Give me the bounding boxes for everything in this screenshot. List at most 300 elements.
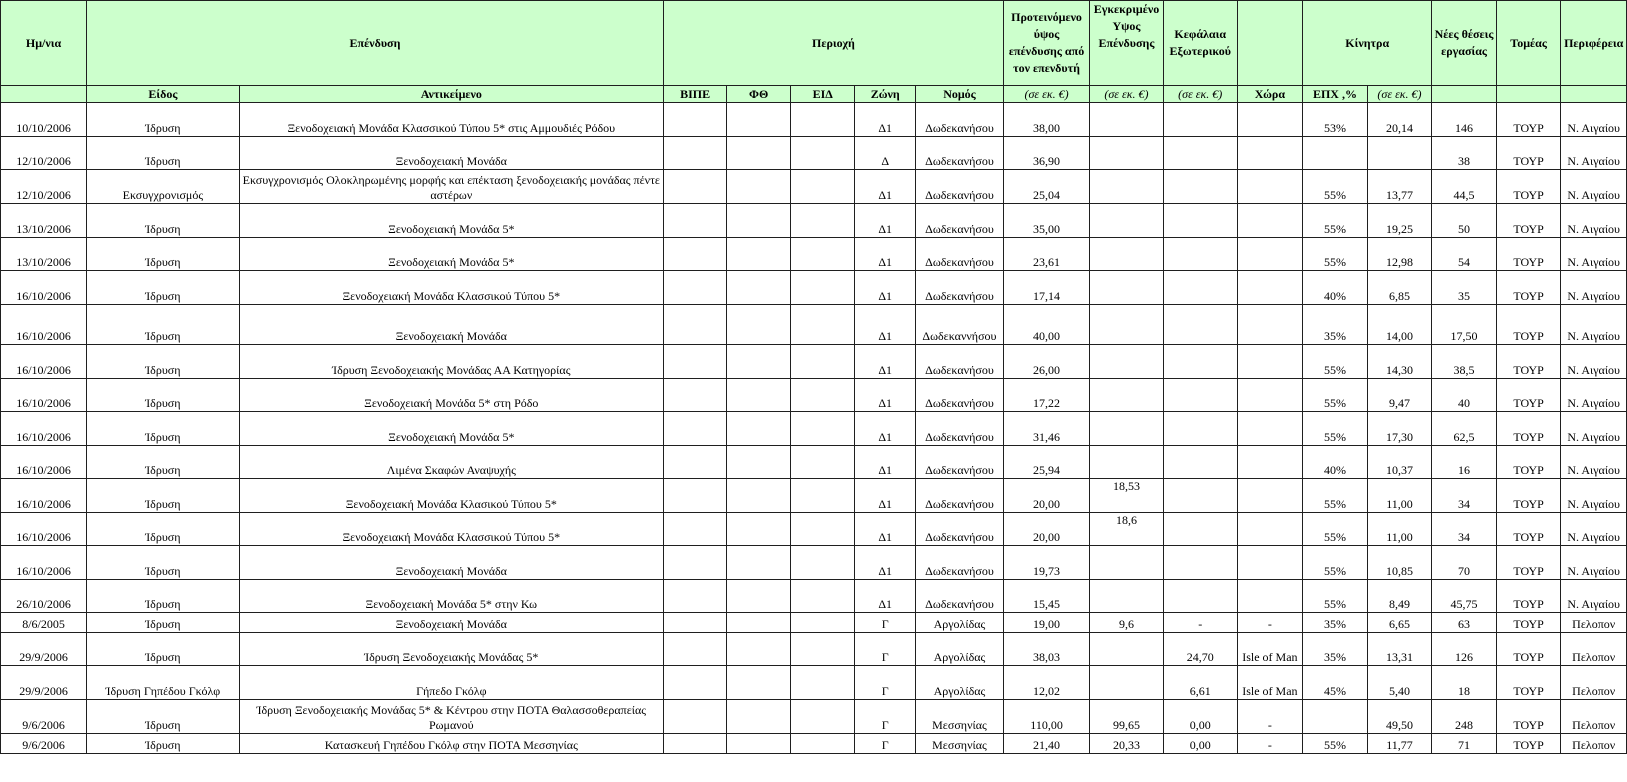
cell-sector: ΤΟΥΡ [1496,204,1561,238]
cell-fth [727,580,791,613]
table-row [1,170,1627,204]
cell-incentive: 14,00 [1367,305,1432,345]
cell-eid [790,238,855,271]
header-sector: Τομέας [1496,1,1561,86]
cell-incentive: 14,30 [1367,345,1432,379]
cell-approved [1090,580,1164,613]
cell-proposed: 12,02 [1004,666,1090,700]
cell-fth [727,305,791,345]
cell-prefecture: Δωδεκανήσου [915,379,1003,412]
cell-date: 16/10/2006 [1,513,87,546]
cell-jobs: 248 [1432,700,1497,734]
header-approved: Εγκεκριμένο Υψος Επένδυσης [1090,1,1164,86]
cell-object: Ξενοδοχειακή Μονάδα 5* [239,204,663,238]
cell-jobs: 44,5 [1432,170,1497,204]
cell-vipe [663,734,727,754]
cell-epx: 53% [1303,103,1368,137]
cell-date: 16/10/2006 [1,412,87,446]
cell-object: Λιμένα Σκαφών Αναψυχής [239,446,663,479]
cell-region: Ν. Αιγαίου [1561,204,1627,238]
cell-object: Ξενοδοχειακή Μονάδα 5* στην Κω [239,580,663,613]
cell-zone: Δ1 [855,412,915,446]
cell-type: Ίδρυση [87,633,240,666]
cell-region: Ν. Αιγαίου [1561,479,1627,513]
cell-jobs: 16 [1432,446,1497,479]
cell-foreign [1163,305,1237,345]
cell-vipe [663,412,727,446]
cell-prefecture: Μεσσηνίας [915,700,1003,734]
cell-type: Ίδρυση [87,446,240,479]
cell-zone: Γ [855,734,915,754]
cell-date: 12/10/2006 [1,170,87,204]
cell-type: Ίδρυση [87,379,240,412]
cell-vipe [663,633,727,666]
cell-approved [1090,238,1164,271]
cell-country [1237,271,1303,305]
cell-eid [790,446,855,479]
cell-fth [727,666,791,700]
subheader-eid: ΕΙΔ [790,86,855,103]
cell-country [1237,412,1303,446]
cell-zone: Δ1 [855,345,915,379]
cell-zone: Δ1 [855,271,915,305]
cell-region: Ν. Αιγαίου [1561,546,1627,580]
cell-eid [790,271,855,305]
cell-type: Ίδρυση [87,305,240,345]
cell-approved [1090,666,1164,700]
cell-approved: 20,33 [1090,734,1164,754]
cell-fth [727,613,791,633]
cell-country: - [1237,613,1303,633]
cell-country [1237,446,1303,479]
cell-prefecture: Δωδεκανήσου [915,412,1003,446]
cell-fth [727,170,791,204]
header-row [1,1,1627,86]
cell-sector: ΤΟΥΡ [1496,734,1561,754]
header-jobs: Νέες θέσεις εργασίας [1432,1,1497,86]
cell-fth [727,271,791,305]
cell-object: Ξενοδοχειακή Μονάδα Κλασικού Τύπου 5* [239,479,663,513]
cell-vipe [663,137,727,170]
cell-zone: Δ1 [855,379,915,412]
cell-eid [790,613,855,633]
cell-region: Ν. Αιγαίου [1561,513,1627,546]
cell-approved: 18,53 [1090,479,1164,513]
cell-vipe [663,580,727,613]
header-region: Περιφέρεια [1561,1,1627,86]
cell-country [1237,103,1303,137]
cell-proposed: 36,90 [1004,137,1090,170]
cell-prefecture: Αργολίδας [915,633,1003,666]
cell-sector: ΤΟΥΡ [1496,546,1561,580]
cell-prefecture: Δωδεκανήσου [915,580,1003,613]
cell-country: - [1237,700,1303,734]
cell-foreign [1163,546,1237,580]
cell-region: Πελοπον [1561,633,1627,666]
cell-region: Ν. Αιγαίου [1561,446,1627,479]
cell-proposed: 38,00 [1004,103,1090,137]
cell-epx: 55% [1303,170,1368,204]
subheader-unit-approved: (σε εκ. €) [1090,86,1164,103]
cell-epx: 55% [1303,379,1368,412]
cell-zone: Δ1 [855,238,915,271]
cell-type: Ίδρυση [87,103,240,137]
cell-object: Ξενοδοχειακή Μονάδα Κλασσικού Τύπου 5* στις Αμμουδιές Ρόδου [239,103,663,137]
cell-jobs: 38 [1432,137,1497,170]
cell-object: Ξενοδοχειακή Μονάδα [239,546,663,580]
cell-country: - [1237,734,1303,754]
cell-vipe [663,103,727,137]
cell-foreign [1163,238,1237,271]
cell-jobs: 71 [1432,734,1497,754]
cell-foreign [1163,379,1237,412]
cell-type: Ίδρυση [87,700,240,734]
cell-proposed: 26,00 [1004,345,1090,379]
cell-country: Isle of Man [1237,633,1303,666]
cell-epx [1303,137,1368,170]
cell-zone: Δ1 [855,446,915,479]
cell-region: Ν. Αιγαίου [1561,103,1627,137]
cell-vipe [663,700,727,734]
cell-country [1237,513,1303,546]
cell-incentive: 17,30 [1367,412,1432,446]
cell-approved [1090,633,1164,666]
table-row [1,238,1627,271]
cell-type: Ίδρυση [87,580,240,613]
cell-vipe [663,238,727,271]
cell-object: Εκσυγχρονισμός Ολοκληρωμένης μορφής και επέκταση ξενοδοχειακής μονάδας πέντε αστέρων [239,170,663,204]
cell-proposed: 23,61 [1004,238,1090,271]
cell-region: Ν. Αιγαίου [1561,170,1627,204]
cell-zone: Γ [855,613,915,633]
cell-incentive: 12,98 [1367,238,1432,271]
cell-jobs: 18 [1432,666,1497,700]
cell-zone: Δ [855,137,915,170]
cell-object: Ξενοδοχειακή Μονάδα Κλασσικού Τύπου 5* [239,513,663,546]
cell-foreign [1163,170,1237,204]
cell-foreign: 0,00 [1163,700,1237,734]
cell-epx: 55% [1303,513,1368,546]
cell-approved [1090,546,1164,580]
cell-prefecture: Δωδεκανήσου [915,238,1003,271]
cell-sector: ΤΟΥΡ [1496,271,1561,305]
cell-fth [727,513,791,546]
table-row [1,305,1627,345]
cell-eid [790,170,855,204]
table-row [1,345,1627,379]
subheader-unit-proposed: (σε εκ. €) [1004,86,1090,103]
cell-zone: Γ [855,633,915,666]
cell-object: Ίδρυση Ξενοδοχειακής Μονάδας ΑΑ Κατηγορίας [239,345,663,379]
cell-foreign: - [1163,613,1237,633]
subheader-unit-foreign: (σε εκ. €) [1163,86,1237,103]
cell-date: 8/6/2005 [1,613,87,633]
subheader-blank [1,86,87,103]
subheader-unit-incentive: (σε εκ. €) [1367,86,1432,103]
cell-approved [1090,170,1164,204]
cell-type: Ίδρυση [87,513,240,546]
table-row [1,613,1627,633]
cell-incentive: 6,85 [1367,271,1432,305]
cell-zone: Γ [855,700,915,734]
cell-fth [727,546,791,580]
cell-approved [1090,103,1164,137]
cell-proposed: 19,73 [1004,546,1090,580]
cell-epx: 55% [1303,345,1368,379]
cell-foreign: 24,70 [1163,633,1237,666]
subheader-blank-sector [1496,86,1561,103]
cell-jobs: 126 [1432,633,1497,666]
cell-object: Γήπεδο Γκόλφ [239,666,663,700]
cell-eid [790,479,855,513]
cell-prefecture: Αργολίδας [915,666,1003,700]
cell-country [1237,238,1303,271]
cell-approved [1090,137,1164,170]
cell-eid [790,580,855,613]
cell-proposed: 17,22 [1004,379,1090,412]
cell-incentive: 6,65 [1367,613,1432,633]
cell-vipe [663,666,727,700]
cell-epx: 55% [1303,204,1368,238]
cell-foreign [1163,479,1237,513]
cell-sector: ΤΟΥΡ [1496,412,1561,446]
cell-jobs: 35 [1432,271,1497,305]
cell-object: Ξενοδοχειακή Μονάδα 5* [239,412,663,446]
header-date: Ημ/νια [1,1,87,86]
cell-country [1237,479,1303,513]
cell-country [1237,345,1303,379]
cell-eid [790,700,855,734]
cell-region: Ν. Αιγαίου [1561,580,1627,613]
cell-sector: ΤΟΥΡ [1496,170,1561,204]
cell-country [1237,580,1303,613]
cell-jobs: 38,5 [1432,345,1497,379]
table-row [1,379,1627,412]
cell-approved [1090,412,1164,446]
cell-date: 29/9/2006 [1,633,87,666]
cell-foreign [1163,103,1237,137]
cell-incentive: 11,00 [1367,479,1432,513]
cell-eid [790,633,855,666]
cell-prefecture: Δωδεκανήσου [915,513,1003,546]
cell-type: Ίδρυση [87,204,240,238]
cell-vipe [663,271,727,305]
header-country-blank [1237,1,1303,86]
subheader-row [1,86,1627,103]
cell-incentive: 11,00 [1367,513,1432,546]
cell-vipe [663,513,727,546]
cell-vipe [663,170,727,204]
cell-type: Ίδρυση Γηπέδου Γκόλφ [87,666,240,700]
cell-fth [727,700,791,734]
cell-prefecture: Αργολίδας [915,613,1003,633]
cell-date: 9/6/2006 [1,734,87,754]
cell-sector: ΤΟΥΡ [1496,633,1561,666]
cell-eid [790,137,855,170]
cell-proposed: 38,03 [1004,633,1090,666]
cell-incentive: 11,77 [1367,734,1432,754]
cell-approved [1090,305,1164,345]
cell-jobs: 50 [1432,204,1497,238]
cell-country [1237,379,1303,412]
cell-date: 16/10/2006 [1,546,87,580]
cell-date: 9/6/2006 [1,700,87,734]
cell-incentive [1367,137,1432,170]
cell-fth [727,137,791,170]
cell-foreign [1163,137,1237,170]
cell-sector: ΤΟΥΡ [1496,238,1561,271]
table-row [1,633,1627,666]
cell-proposed: 25,04 [1004,170,1090,204]
cell-foreign: 0,00 [1163,734,1237,754]
cell-proposed: 25,94 [1004,446,1090,479]
cell-zone: Δ1 [855,580,915,613]
subheader-zone: Ζώνη [855,86,915,103]
cell-fth [727,633,791,666]
cell-eid [790,412,855,446]
header-investment: Επένδυση [87,1,664,86]
cell-epx: 35% [1303,633,1368,666]
cell-epx: 45% [1303,666,1368,700]
cell-incentive: 13,77 [1367,170,1432,204]
cell-prefecture: Δωδεκανήσου [915,479,1003,513]
cell-type: Ίδρυση [87,546,240,580]
cell-date: 13/10/2006 [1,238,87,271]
cell-proposed: 20,00 [1004,479,1090,513]
cell-date: 16/10/2006 [1,379,87,412]
cell-prefecture: Δωδεκανήσου [915,271,1003,305]
table-row [1,204,1627,238]
cell-sector: ΤΟΥΡ [1496,700,1561,734]
cell-prefecture: Δωδεκανήσου [915,204,1003,238]
cell-date: 16/10/2006 [1,446,87,479]
table-row [1,412,1627,446]
cell-epx: 40% [1303,446,1368,479]
cell-eid [790,379,855,412]
cell-type: Ίδρυση [87,137,240,170]
cell-approved [1090,345,1164,379]
cell-region: Ν. Αιγαίου [1561,238,1627,271]
cell-epx [1303,700,1368,734]
cell-foreign [1163,271,1237,305]
header-foreign: Κεφάλαια Εξωτερικού [1163,1,1237,86]
cell-date: 16/10/2006 [1,345,87,379]
cell-approved [1090,204,1164,238]
cell-eid [790,666,855,700]
table-row [1,103,1627,137]
cell-type: Ίδρυση [87,412,240,446]
cell-foreign [1163,204,1237,238]
cell-sector: ΤΟΥΡ [1496,446,1561,479]
cell-fth [727,379,791,412]
cell-fth [727,345,791,379]
cell-proposed: 15,45 [1004,580,1090,613]
cell-object: Κατασκευή Γηπέδου Γκόλφ στην ΠΟΤΑ Μεσσηνίας [239,734,663,754]
cell-date: 16/10/2006 [1,305,87,345]
cell-vipe [663,305,727,345]
table-row [1,446,1627,479]
table-row [1,734,1627,754]
cell-proposed: 17,14 [1004,271,1090,305]
cell-prefecture: Δωδεκαννήσου [915,305,1003,345]
cell-incentive: 10,85 [1367,546,1432,580]
cell-sector: ΤΟΥΡ [1496,305,1561,345]
table-row [1,137,1627,170]
cell-region: Πελοπον [1561,700,1627,734]
cell-region: Πελοπον [1561,734,1627,754]
cell-region: Ν. Αιγαίου [1561,271,1627,305]
cell-approved: 99,65 [1090,700,1164,734]
cell-zone: Δ1 [855,546,915,580]
cell-date: 10/10/2006 [1,103,87,137]
cell-prefecture: Μεσσηνίας [915,734,1003,754]
cell-eid [790,305,855,345]
table-row [1,271,1627,305]
cell-epx: 40% [1303,271,1368,305]
cell-region: Πελοπον [1561,666,1627,700]
cell-date: 13/10/2006 [1,204,87,238]
cell-type: Ίδρυση [87,345,240,379]
cell-type: Ίδρυση [87,238,240,271]
cell-jobs: 63 [1432,613,1497,633]
cell-date: 26/10/2006 [1,580,87,613]
cell-proposed: 19,00 [1004,613,1090,633]
cell-incentive: 5,40 [1367,666,1432,700]
table-row [1,700,1627,734]
cell-sector: ΤΟΥΡ [1496,613,1561,633]
cell-epx: 35% [1303,305,1368,345]
cell-vipe [663,379,727,412]
cell-epx: 55% [1303,734,1368,754]
cell-region: Ν. Αιγαίου [1561,379,1627,412]
cell-foreign [1163,412,1237,446]
cell-foreign: 6,61 [1163,666,1237,700]
subheader-vipe: ΒΙΠΕ [663,86,727,103]
cell-region: Ν. Αιγαίου [1561,305,1627,345]
cell-zone: Δ1 [855,170,915,204]
table-row [1,479,1627,513]
cell-sector: ΤΟΥΡ [1496,513,1561,546]
cell-vipe [663,479,727,513]
cell-country [1237,204,1303,238]
table-row [1,666,1627,700]
cell-prefecture: Δωδεκανήσου [915,103,1003,137]
cell-vipe [663,446,727,479]
cell-proposed: 21,40 [1004,734,1090,754]
cell-proposed: 110,00 [1004,700,1090,734]
cell-zone: Δ1 [855,103,915,137]
cell-zone: Δ1 [855,479,915,513]
cell-fth [727,204,791,238]
table-row [1,513,1627,546]
cell-sector: ΤΟΥΡ [1496,580,1561,613]
cell-date: 29/9/2006 [1,666,87,700]
cell-country [1237,546,1303,580]
cell-prefecture: Δωδεκανήσου [915,137,1003,170]
subheader-object: Αντικείμενο [239,86,663,103]
cell-epx: 55% [1303,479,1368,513]
cell-object: Ξενοδοχειακή Μονάδα Κλασσικού Τύπου 5* [239,271,663,305]
cell-approved [1090,379,1164,412]
cell-incentive: 20,14 [1367,103,1432,137]
cell-approved [1090,271,1164,305]
subheader-type: Είδος [87,86,240,103]
cell-vipe [663,546,727,580]
table-body [1,103,1627,754]
cell-region: Ν. Αιγαίου [1561,345,1627,379]
header-proposed: Προτεινόμενο ύψος επένδυσης από τον επενδυτή [1004,1,1090,86]
cell-foreign [1163,446,1237,479]
